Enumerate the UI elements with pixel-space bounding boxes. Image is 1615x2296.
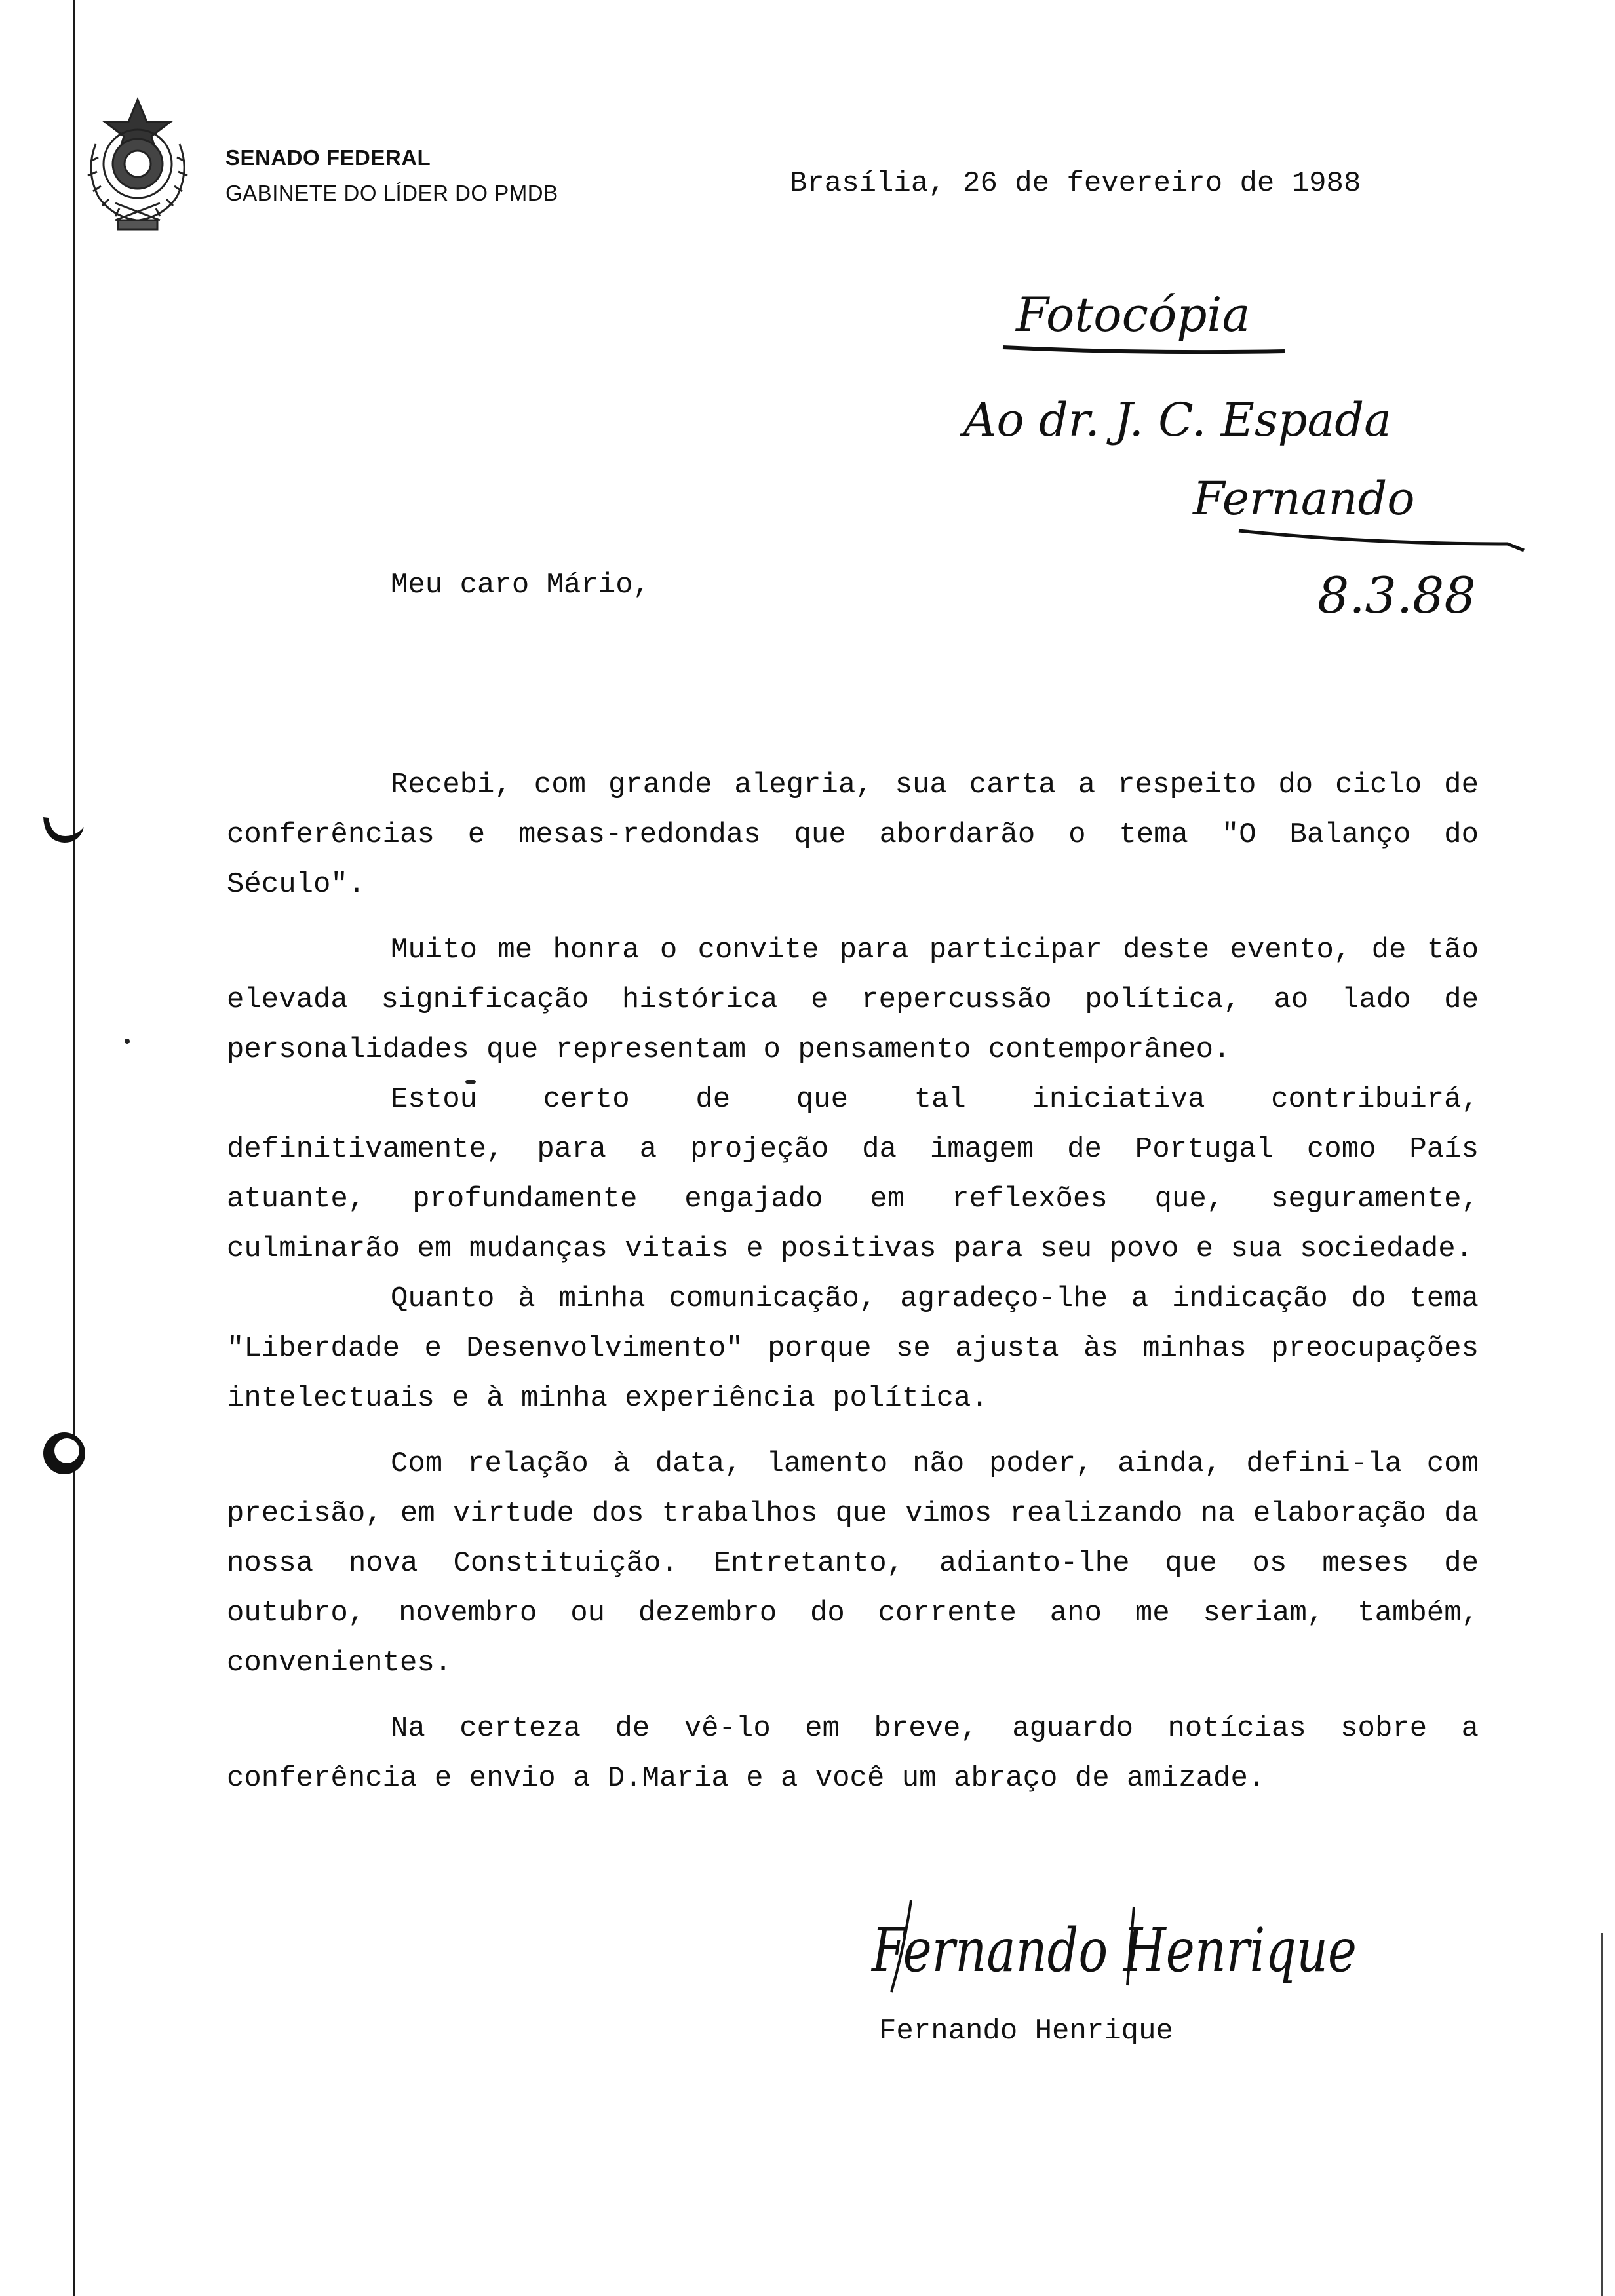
- handnote-line-3: Fernando: [1193, 472, 1415, 526]
- left-margin-line: [73, 0, 75, 2296]
- salutation: Meu caro Mário,: [391, 569, 651, 602]
- handwritten-signature: [865, 1894, 1376, 1999]
- paragraph-4: Quanto à minha comunicação, agradeço-lhe a indicação do tema "Liberdade e Desenvolvimento" porque se ajusta às minhas preocupações intelectuais e à minha experiência política.: [227, 1282, 1479, 1415]
- handnote-line-4: 8.3.88: [1317, 566, 1476, 624]
- letterhead-office: GABINETE DO LÍDER DO PMDB: [225, 181, 558, 205]
- letter-body: [227, 760, 1479, 1803]
- handwritten-annotation: [944, 262, 1534, 642]
- signature-script: Fernando Henrique: [870, 1915, 1357, 1985]
- punch-hole-top: [37, 801, 89, 853]
- letterhead: [225, 140, 558, 211]
- coat-of-arms-icon: [79, 92, 197, 236]
- paragraph-1: Recebi, com grande alegria, sua carta a respeito do ciclo de conferências e mesas-redondas que abordarão o tema "O Balanço do Século".: [227, 769, 1479, 901]
- handnote-line-2: Ao dr. J. C. Espada: [963, 393, 1391, 447]
- paragraph-2: Muito me honra o convite para participar deste evento, de tão elevada significação histórica e repercussão política, ao lado de personalidades que representam o pensamento contemporâneo.: [227, 934, 1479, 1066]
- paragraph-6: Na certeza de vê-lo em breve, aguardo notícias sobre a conferência e envio a D.Maria e a você um abraço de amizade.: [227, 1712, 1479, 1795]
- ink-speck: [125, 1039, 130, 1044]
- paragraph-5: Com relação à data, lamento não poder, ainda, defini-la com precisão, em virtude dos trabalhos que vimos realizando na elaboração da nossa nova Constituição. Entretanto, adianto-lhe que os meses de outubro, novembro ou dezembro do corrente ano me seriam, também, convenientes.: [227, 1447, 1479, 1679]
- signatory-name: Fernando Henrique: [879, 2015, 1173, 2048]
- handnote-line-1: Fotocópia: [1016, 287, 1251, 342]
- punch-hole-bottom: [37, 1427, 89, 1480]
- letterhead-institution: SENADO FEDERAL: [225, 145, 431, 170]
- right-edge-line: [1601, 1933, 1603, 2296]
- paragraph-3: Estou certo de que tal iniciativa contribuirá, definitivamente, para a projeção da imagem de Portugal como País atuante, profundamente engajado em reflexões que, seguramente, culminarão em mudanças vitais e positivas para seu povo e sua sociedade.: [227, 1083, 1479, 1265]
- date-line: Brasília, 26 de fevereiro de 1988: [790, 167, 1361, 200]
